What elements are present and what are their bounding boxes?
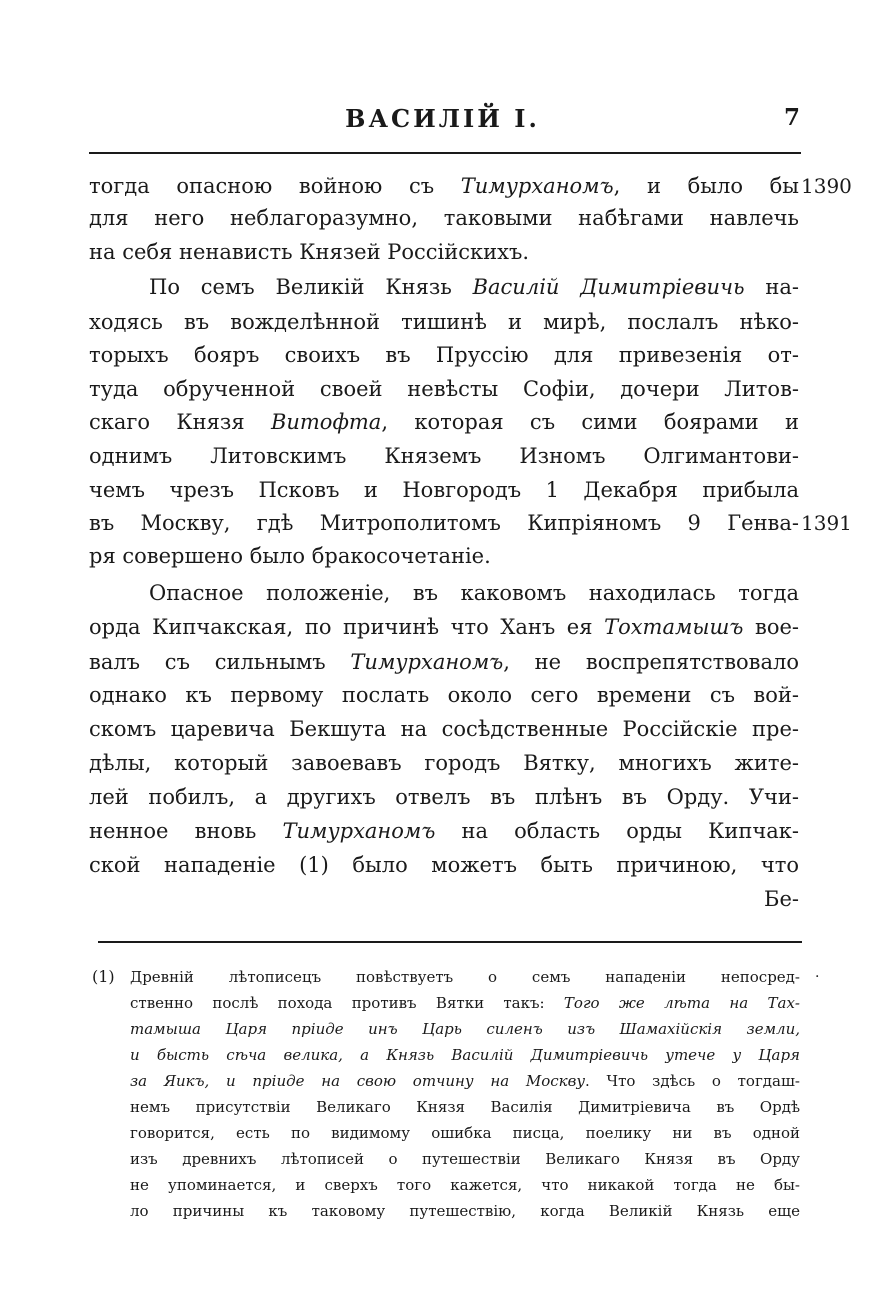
text-line: лей побилъ, а другихъ отвелъ въ плѣнъ въ Орду. Учи-: [89, 785, 799, 809]
margin-year: 1391: [801, 511, 852, 535]
footnote-line: за Яикъ, и пріиде на свою отчину на Москву. Что здѣсь о тогдаш-: [130, 1072, 800, 1090]
footnote-marker: (1): [92, 967, 115, 986]
footnote-rule: [98, 941, 802, 943]
footnote-line: ственно послѣ похода противъ Вятки такъ: Того же лѣта на Тах-: [130, 994, 801, 1012]
footnote-dot: ·: [815, 969, 820, 985]
text-line: торыхъ бояръ своихъ въ Пруссію для привезенія от-: [89, 343, 799, 367]
text-line: въ Москву, гдѣ Митрополитомъ Кипріяномъ 9 Генва-: [89, 511, 799, 535]
text-line: однимъ Литовскимъ Княземъ Изномъ Олгимантови-: [89, 444, 799, 468]
running-title: ВАСИЛІЙ І.: [345, 104, 540, 133]
text-line: орда Кипчакская, по причинѣ что Ханъ ея Тохтамышъ вое-: [89, 615, 799, 639]
catchword: Бе-: [764, 887, 799, 911]
text-line: ненное вновь Тимурханомъ на область орды Кипчак-: [89, 819, 799, 843]
header-rule: [89, 152, 801, 154]
text-line: тогда опасною войною съ Тимурханомъ, и было бы: [89, 174, 799, 198]
margin-year: 1390: [801, 174, 852, 198]
footnote-line: изъ древнихъ лѣтописей о путешествіи Великаго Князя въ Орду: [130, 1150, 800, 1168]
text-line: По семъ Великій Князь Василій Димитріевичь на-: [149, 275, 799, 299]
footnote-line: ло причины къ таковому путешествію, когда Великій Князь еще: [130, 1202, 800, 1220]
text-line: на себя ненависть Князей Россійскихъ.: [89, 240, 530, 264]
text-line: скомъ царевича Бекшута на сосѣдственные Россійскіе пре-: [89, 717, 799, 741]
text-line: скаго Князя Витофта, которая съ сими боярами и: [89, 410, 799, 434]
footnote-line: не упоминается, и сверхъ того кажется, что никакой тогда не бы-: [130, 1176, 800, 1194]
footnote-line: говорится, есть по видимому ошибка писца, поелику ни въ одной: [130, 1124, 800, 1142]
text-line: валъ съ сильнымъ Тимурханомъ, не воспрепятствовало: [89, 650, 799, 674]
text-line: однако къ первому послать около сего времени съ вой-: [89, 683, 799, 707]
footnote-line: и бысть сѣча велика, а Князь Василій Димитріевичь утече у Царя: [130, 1046, 800, 1064]
footnote-line: Древній лѣтописецъ повѣствуетъ о семъ нападеніи непосред-: [130, 968, 800, 986]
text-line: Опасное положеніе, въ каковомъ находилась тогда: [149, 581, 799, 605]
text-line: ходясь въ вожделѣнной тишинѣ и мирѣ, послалъ нѣко-: [89, 310, 799, 334]
footnote-line: немъ присутствіи Великаго Князя Василія Димитріевича въ Ордѣ: [130, 1098, 800, 1116]
text-line: ской нападеніе (1) было можетъ быть причиною, что: [89, 853, 799, 877]
text-line: для него неблагоразумно, таковыми набѣгами навлечь: [89, 206, 799, 230]
text-line: ря совершено было бракосочетаніе.: [89, 544, 491, 568]
text-line: дѣлы, который завоевавъ городъ Вятку, многихъ жите-: [89, 751, 799, 775]
text-line: туда обрученной своей невѣсты Софіи, дочери Литов-: [89, 377, 799, 401]
footnote-line: тамыша Царя пріиде инъ Царь силенъ изъ Шамахійскія земли,: [130, 1020, 800, 1038]
page-number: 7: [784, 104, 801, 131]
text-line: чемъ чрезъ Псковъ и Новгородъ 1 Декабря прибыла: [89, 478, 799, 502]
